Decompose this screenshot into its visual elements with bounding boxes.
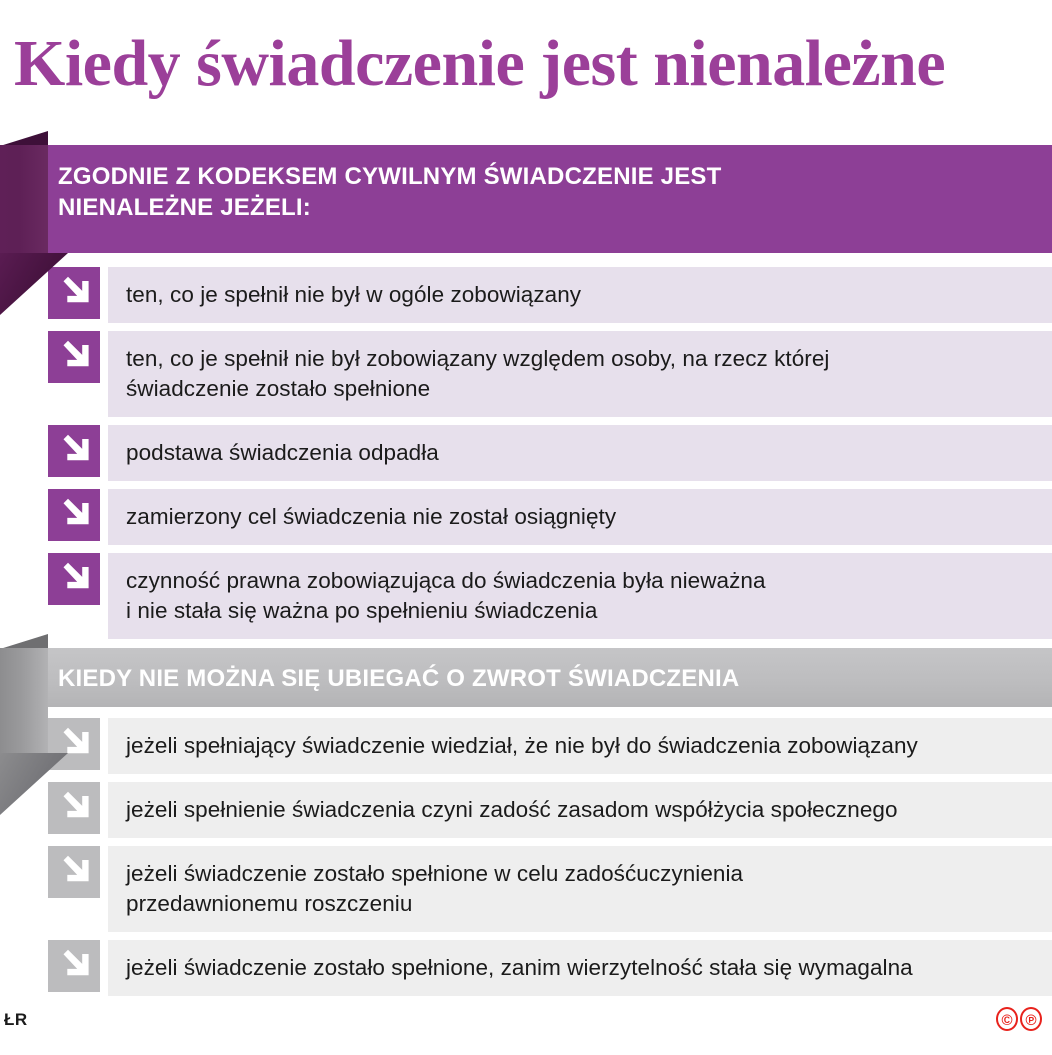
arrow-down-right-icon [48, 331, 100, 383]
list-item [48, 331, 1052, 417]
list-item-text [108, 331, 1052, 417]
list-item-line: jeżeli spełnienie świadczenia czyni zadość zasadom współżycia społecznego [126, 797, 898, 822]
list-item [48, 267, 1052, 323]
list-item-text [108, 553, 1052, 639]
list-item-text [108, 267, 1052, 323]
list-item [48, 718, 1052, 774]
list-item [48, 846, 1052, 932]
list-item-line: podstawa świadczenia odpadła [126, 440, 439, 465]
section-heading-line: KIEDY NIE MOŻNA SIĘ UBIEGAĆ O ZWROT ŚWIADCZENIA [58, 665, 740, 692]
list-item-line: i nie stała się ważna po spełnieniu świadczenia [126, 598, 598, 623]
list-item-line: przedawnionemu roszczeniu [126, 891, 413, 916]
list-item-line: świadczenie zostało spełnione [126, 376, 431, 401]
list-item [48, 425, 1052, 481]
list-item [48, 489, 1052, 545]
copyright-c-icon: © [996, 1007, 1018, 1031]
ribbon-top-notch [0, 131, 48, 146]
list-item [48, 553, 1052, 639]
arrow-down-right-icon [48, 267, 100, 319]
list-item-line: czynność prawna zobowiązująca do świadczenia była nieważna [126, 568, 766, 593]
arrow-down-right-icon [48, 489, 100, 541]
ribbon-top-notch [0, 634, 48, 649]
list-item-line: jeżeli spełniający świadczenie wiedział, że nie był do świadczenia zobowiązany [126, 733, 918, 758]
section-heading-line: ZGODNIE Z KODEKSEM CYWILNYM ŚWIADCZENIE JEST [58, 163, 722, 190]
section-heading-gray [40, 648, 1052, 707]
arrow-down-right-icon [48, 940, 100, 992]
list-gray [48, 718, 1052, 996]
section-heading-purple [40, 145, 1052, 253]
list-item-text [108, 718, 1052, 774]
list-item-line: ten, co je spełnił nie był zobowiązany względem osoby, na rzecz której [126, 346, 830, 371]
list-item-line: zamierzony cel świadczenia nie został osiągnięty [126, 504, 617, 529]
list-item-text [108, 489, 1052, 545]
list-item-text [108, 940, 1052, 996]
list-item [48, 940, 1052, 996]
list-item-text [108, 782, 1052, 838]
page-title: Kiedy świadczenie jest nienależne [14, 27, 946, 100]
list-item-text [108, 425, 1052, 481]
arrow-down-right-icon [48, 718, 100, 770]
arrow-down-right-icon [48, 782, 100, 834]
arrow-down-right-icon [48, 846, 100, 898]
list-item-line: jeżeli świadczenie zostało spełnione w celu zadośćuczynienia [126, 861, 744, 886]
arrow-down-right-icon [48, 425, 100, 477]
list-item-text [108, 846, 1052, 932]
list-item-line: ten, co je spełnił nie był w ogóle zobowiązany [126, 282, 582, 307]
author-credit: ŁR [4, 1010, 28, 1029]
copyright-marks [996, 1007, 1042, 1031]
copyright-p-icon: ℗ [1020, 1007, 1042, 1031]
list-purple [48, 267, 1052, 639]
list-item-line: jeżeli świadczenie zostało spełnione, zanim wierzytelność stała się wymagalna [126, 955, 913, 980]
footer [0, 1004, 1052, 1044]
arrow-down-right-icon [48, 553, 100, 605]
section-heading-line: NIENALEŻNE JEŻELI: [58, 194, 311, 221]
list-item [48, 782, 1052, 838]
